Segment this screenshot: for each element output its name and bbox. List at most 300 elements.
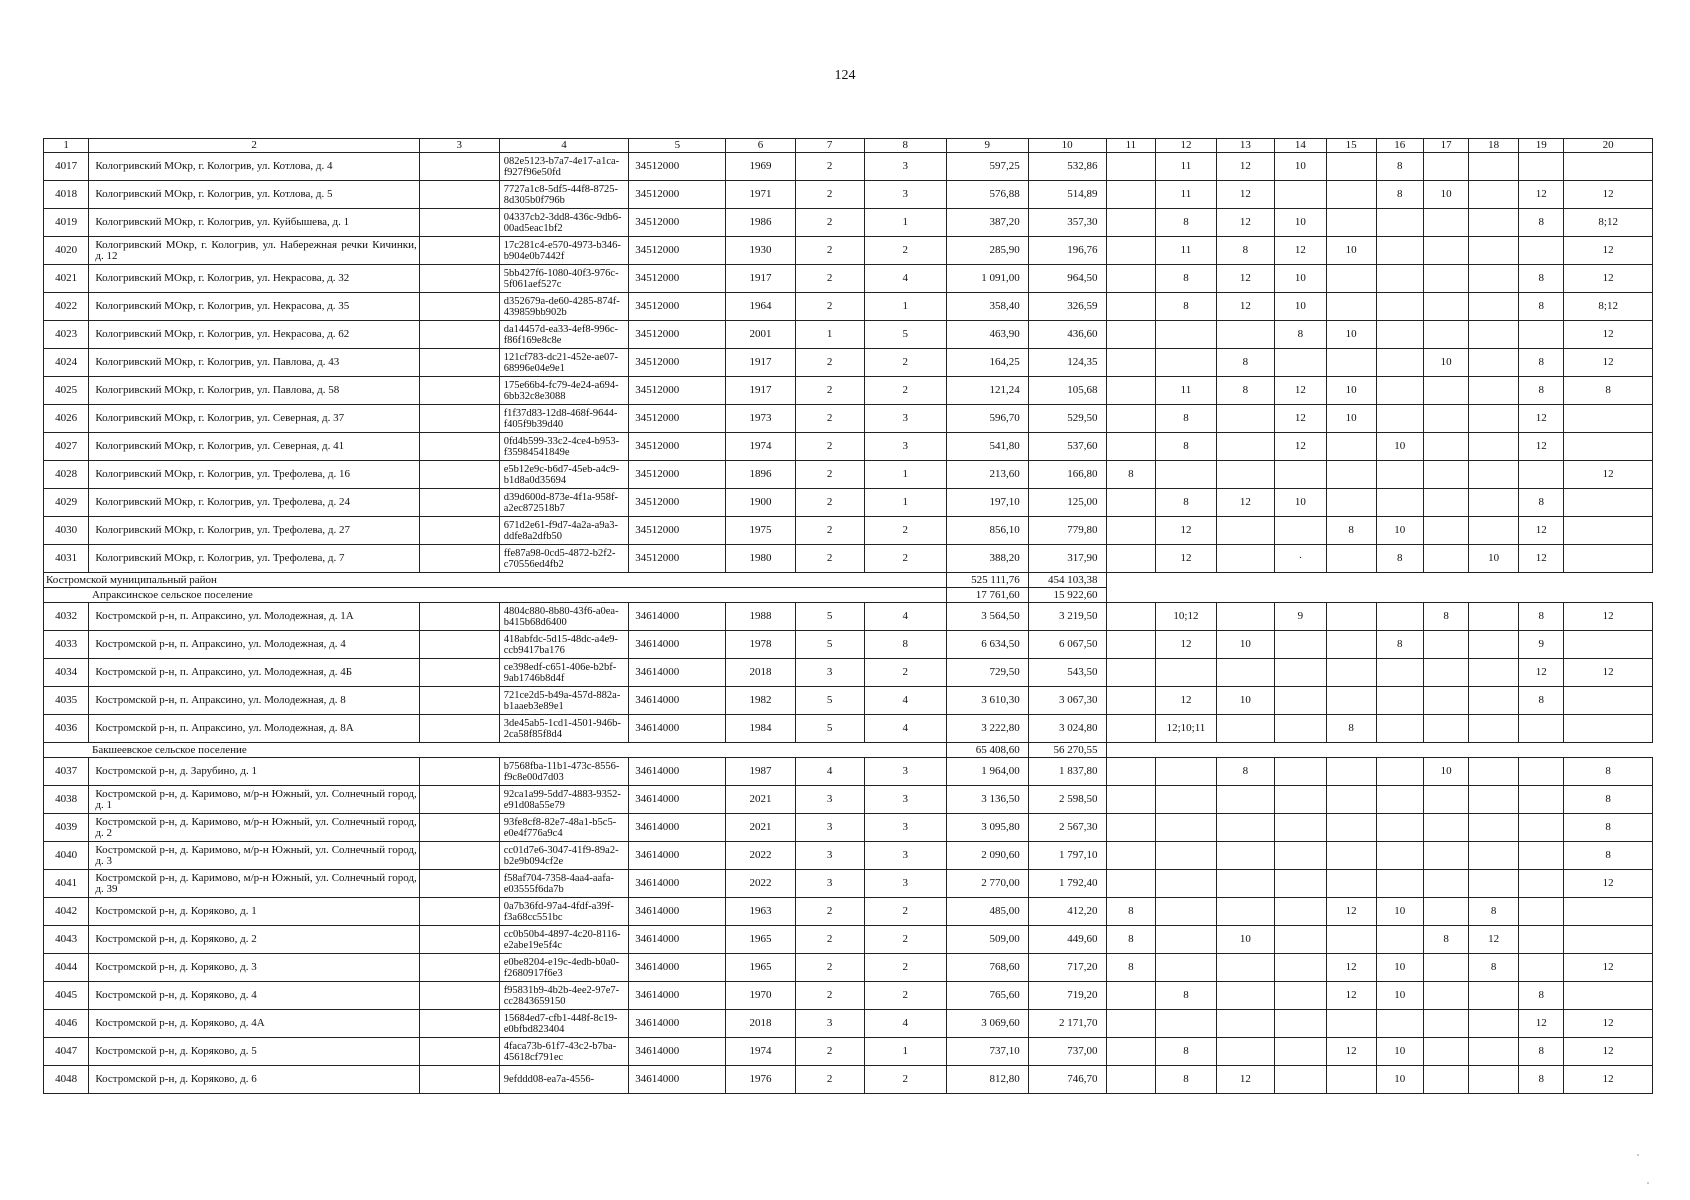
table-cell: 576,88 [946,181,1028,209]
table-cell [1424,715,1469,743]
table-cell [1156,926,1216,954]
table-cell: 2 [795,153,864,181]
register-body [44,139,1653,1094]
table-cell [1275,814,1327,842]
table-cell [1326,1010,1376,1038]
table-cell [419,545,499,573]
table-cell: 10 [1326,405,1376,433]
table-cell [419,758,499,786]
table-cell: 2 [795,517,864,545]
column-number-cell: 4 [499,139,629,153]
table-cell [1106,982,1156,1010]
table-cell: 3 [864,181,946,209]
subtotal-living-area: 454 103,38 [1028,573,1106,588]
table-cell: 34512000 [629,349,726,377]
table-cell: 2 [795,433,864,461]
table-cell [419,1066,499,1094]
table-cell [1275,349,1327,377]
table-cell: 6 067,50 [1028,631,1106,659]
table-cell: 213,60 [946,461,1028,489]
table-cell: 1964 [726,293,795,321]
table-cell: Кологривский МОкр, г. Кологрив, ул. Трефолева, д. 16 [89,461,419,489]
table-cell: 3 [795,659,864,687]
scan-speck [1637,1154,1639,1156]
table-cell: 175e66b4-fc79-4e24-a694-6bb32c8e3088 [499,377,629,405]
table-cell: Костромской р-н, п. Апраксино, ул. Молодежная, д. 8 [89,687,419,715]
table-cell: 387,20 [946,209,1028,237]
table-cell: 34614000 [629,687,726,715]
table-cell [1275,631,1327,659]
table-cell: 4 [795,758,864,786]
table-cell: 12 [1564,237,1653,265]
table-cell [1424,377,1469,405]
table-cell: 12 [1519,181,1564,209]
table-cell [1564,517,1653,545]
table-cell: 9efddd08-ea7a-4556- [499,1066,629,1094]
table-cell: Костромской р-н, д. Каримово, м/р-н Южный, ул. Солнечный город, д. 39 [89,870,419,898]
table-cell [1216,461,1274,489]
table-cell: 10 [1216,926,1274,954]
table-cell: 8 [1564,758,1653,786]
table-cell: 4024 [44,349,89,377]
table-cell: 10 [1275,265,1327,293]
table-cell: 12 [1564,349,1653,377]
table-cell: 8 [1376,545,1424,573]
table-cell: 196,76 [1028,237,1106,265]
table-cell: 105,68 [1028,377,1106,405]
table-cell: 8 [1106,898,1156,926]
table-cell: d39d600d-873e-4f1a-958f-a2ec872518b7 [499,489,629,517]
table-cell: 388,20 [946,545,1028,573]
table-cell: 4028 [44,461,89,489]
table-cell: 12 [1564,1066,1653,1094]
table-cell: 10 [1275,489,1327,517]
table-cell [1326,1066,1376,1094]
table-cell [1469,1010,1519,1038]
table-cell: 2 770,00 [946,870,1028,898]
table-cell [419,293,499,321]
scan-speck [1647,1182,1649,1184]
table-cell [1216,321,1274,349]
register-table [43,138,1653,1094]
table-cell: 3 219,50 [1028,603,1106,631]
table-row [44,265,1653,293]
table-cell: 121,24 [946,377,1028,405]
column-number-cell: 12 [1156,139,1216,153]
table-cell: 2 [864,926,946,954]
table-cell [1156,1010,1216,1038]
table-cell: 2 598,50 [1028,786,1106,814]
table-cell: 8 [1376,181,1424,209]
table-cell: 8 [1564,786,1653,814]
table-cell: 1982 [726,687,795,715]
table-cell: 34614000 [629,659,726,687]
table-cell: 4048 [44,1066,89,1094]
table-cell [1469,715,1519,743]
table-cell [1216,786,1274,814]
table-row [44,659,1653,687]
table-cell: 12 [1275,237,1327,265]
table-cell [1216,814,1274,842]
table-cell: 1 837,80 [1028,758,1106,786]
table-cell: 34512000 [629,461,726,489]
table-cell: 3 [864,405,946,433]
table-cell: 3 [864,758,946,786]
table-cell [1519,842,1564,870]
table-cell [419,349,499,377]
table-cell [1326,265,1376,293]
table-cell: 10 [1275,293,1327,321]
table-cell [1106,153,1156,181]
table-cell: 10 [1424,181,1469,209]
table-cell: 4faca73b-61f7-43c2-b7ba-45618cf791ec [499,1038,629,1066]
table-cell: 12 [1564,1038,1653,1066]
table-cell: 2021 [726,814,795,842]
table-cell: Костромской р-н, д. Коряково, д. 1 [89,898,419,926]
table-cell [1106,814,1156,842]
table-cell: 4 [864,715,946,743]
table-cell [1519,870,1564,898]
table-cell: 10 [1376,433,1424,461]
table-cell: 12 [1216,1066,1274,1094]
table-cell [1326,814,1376,842]
table-cell: 8 [1216,237,1274,265]
table-cell: 8 [1156,293,1216,321]
table-cell: 15684ed7-cfb1-448f-8c19-e0bfbd823404 [499,1010,629,1038]
table-cell: 2 [864,898,946,926]
table-cell: 8 [1216,349,1274,377]
table-cell: Костромской р-н, д. Коряково, д. 5 [89,1038,419,1066]
table-cell: 529,50 [1028,405,1106,433]
table-cell [1469,603,1519,631]
table-cell [1376,461,1424,489]
table-cell: 12 [1519,659,1564,687]
table-cell [1156,954,1216,982]
table-cell [1424,954,1469,982]
table-cell: 2021 [726,786,795,814]
column-number-cell: 7 [795,139,864,153]
table-cell [1376,321,1424,349]
table-cell [1326,433,1376,461]
table-cell: 3 024,80 [1028,715,1106,743]
table-row [44,1066,1653,1094]
table-cell [1156,898,1216,926]
table-cell: 4027 [44,433,89,461]
table-cell: 92ca1a99-5dd7-4883-9352-e91d08a55e79 [499,786,629,814]
table-cell: 5 [795,715,864,743]
table-cell: 2 [795,926,864,954]
table-cell [1326,349,1376,377]
table-cell: 8 [1519,687,1564,715]
table-cell: 719,20 [1028,982,1106,1010]
table-cell: 4037 [44,758,89,786]
table-row [44,715,1653,743]
table-cell [1469,321,1519,349]
table-cell: 2 [864,349,946,377]
table-cell [1469,659,1519,687]
table-cell: 34512000 [629,489,726,517]
table-cell: 2 [795,461,864,489]
table-cell: 10 [1376,517,1424,545]
table-cell: e5b12e9c-b6d7-45eb-a4c9-b1d8a0d35694 [499,461,629,489]
table-cell: 4032 [44,603,89,631]
table-cell [1376,659,1424,687]
table-cell: 2 [795,982,864,1010]
table-cell [1156,870,1216,898]
table-cell: 8 [1519,377,1564,405]
table-cell: 9 [1519,631,1564,659]
table-cell: 4026 [44,405,89,433]
table-cell: 3 [864,870,946,898]
table-cell: 2 [795,293,864,321]
table-cell: Костромской р-н, д. Каримово, м/р-н Южный, ул. Солнечный город, д. 1 [89,786,419,814]
table-cell: 532,86 [1028,153,1106,181]
table-cell: 8 [1519,209,1564,237]
table-row [44,814,1653,842]
table-cell: 3 [795,1010,864,1038]
table-cell [419,237,499,265]
table-cell [1469,870,1519,898]
table-cell: 2018 [726,1010,795,1038]
subtotal-living-area: 15 922,60 [1028,588,1106,603]
table-cell: 166,80 [1028,461,1106,489]
table-cell: 34512000 [629,293,726,321]
table-cell: 4029 [44,489,89,517]
table-cell: 0fd4b599-33c2-4ce4-b953-f35984541849e [499,433,629,461]
table-cell [1376,715,1424,743]
table-cell [1424,405,1469,433]
table-cell: 04337cb2-3dd8-436c-9db6-00ad5eac1bf2 [499,209,629,237]
table-cell [419,603,499,631]
table-cell [1106,842,1156,870]
table-cell: 8 [864,631,946,659]
subtotal-living-area: 56 270,55 [1028,743,1106,758]
column-number-cell: 10 [1028,139,1106,153]
table-cell [1376,814,1424,842]
table-cell: 2 [795,181,864,209]
table-cell: 8 [1564,377,1653,405]
table-cell [1216,1038,1274,1066]
table-cell: 1988 [726,603,795,631]
table-cell: 1917 [726,265,795,293]
table-cell [419,181,499,209]
table-cell [1216,405,1274,433]
table-cell [1564,926,1653,954]
table-cell [1216,545,1274,573]
table-cell: 12 [1156,631,1216,659]
table-cell: 34614000 [629,715,726,743]
table-cell: 12 [1326,954,1376,982]
table-cell [1376,687,1424,715]
table-cell: d352679a-de60-4285-874f-439859bb902b [499,293,629,321]
table-cell: 2001 [726,321,795,349]
table-cell: 4 [864,1010,946,1038]
table-cell: 34614000 [629,758,726,786]
table-cell: 12 [1216,489,1274,517]
table-cell: 3 [795,842,864,870]
table-cell: 11 [1156,237,1216,265]
table-cell [1424,321,1469,349]
table-cell: 4034 [44,659,89,687]
table-cell [1424,461,1469,489]
table-cell: 285,90 [946,237,1028,265]
table-cell [1275,659,1327,687]
table-cell: 4804c880-8b80-43f6-a0ea-b415b68d6400 [499,603,629,631]
table-cell [1106,433,1156,461]
table-cell [1564,545,1653,573]
table-cell: 2022 [726,842,795,870]
table-cell: 10 [1326,377,1376,405]
table-cell [1469,377,1519,405]
table-cell: 4033 [44,631,89,659]
table-cell [1469,842,1519,870]
table-cell [1106,405,1156,433]
table-cell: 3 [795,814,864,842]
column-number-cell: 15 [1326,139,1376,153]
table-cell: Костромской р-н, д. Коряково, д. 2 [89,926,419,954]
column-number-cell: 8 [864,139,946,153]
table-cell: 2 [795,954,864,982]
table-cell [1376,870,1424,898]
table-cell [419,377,499,405]
table-cell [1469,153,1519,181]
table-cell: 5 [795,631,864,659]
table-cell: 8 [1519,1038,1564,1066]
table-cell [1424,1066,1469,1094]
table-cell [1216,715,1274,743]
table-cell: 1 091,00 [946,265,1028,293]
table-cell: 3 564,50 [946,603,1028,631]
table-cell: 2 [795,489,864,517]
subtotal-title: Апраксинское сельское поселение [44,588,947,603]
table-cell [419,489,499,517]
table-cell: 8;12 [1564,209,1653,237]
table-cell [1326,293,1376,321]
table-cell: 4 [864,603,946,631]
table-cell: 1976 [726,1066,795,1094]
table-cell [1376,603,1424,631]
table-cell: 746,70 [1028,1066,1106,1094]
table-cell [1424,237,1469,265]
table-cell: 34614000 [629,842,726,870]
table-cell [1326,209,1376,237]
table-cell [1275,1038,1327,1066]
table-cell: 3 136,50 [946,786,1028,814]
table-cell [1275,1010,1327,1038]
table-cell [1275,181,1327,209]
table-cell: Кологривский МОкр, г. Кологрив, ул. Котлова, д. 4 [89,153,419,181]
table-cell [1376,786,1424,814]
table-cell: 8 [1326,517,1376,545]
table-cell [1469,687,1519,715]
table-cell: 34614000 [629,926,726,954]
table-cell: 8 [1519,982,1564,1010]
table-cell: 812,80 [946,1066,1028,1094]
table-cell: 1917 [726,349,795,377]
table-cell: 357,30 [1028,209,1106,237]
table-cell: 12 [1275,433,1327,461]
table-cell [1216,954,1274,982]
table-row [44,293,1653,321]
table-cell: 10 [1424,758,1469,786]
table-cell [1424,517,1469,545]
table-cell: 125,00 [1028,489,1106,517]
table-cell: 2 090,60 [946,842,1028,870]
table-cell [419,687,499,715]
table-cell: 1973 [726,405,795,433]
table-cell: Кологривский МОкр, г. Кологрив, ул. Трефолева, д. 7 [89,545,419,573]
table-cell: 412,20 [1028,898,1106,926]
table-cell: 34614000 [629,1066,726,1094]
table-cell: Костромской р-н, д. Зарубино, д. 1 [89,758,419,786]
table-cell [1156,842,1216,870]
table-cell: Кологривский МОкр, г. Кологрив, ул. Павлова, д. 43 [89,349,419,377]
table-cell [1106,209,1156,237]
table-cell: 3 069,60 [946,1010,1028,1038]
table-cell: ce398edf-c651-406e-b2bf-9ab1746b8d4f [499,659,629,687]
table-cell: 34512000 [629,545,726,573]
table-cell: 8 [1376,153,1424,181]
table-cell [1469,461,1519,489]
table-cell [1469,293,1519,321]
table-cell [1376,237,1424,265]
table-cell: f58af704-7358-4aa4-aafa-e03555f6da7b [499,870,629,898]
table-cell [1469,786,1519,814]
table-cell: e0be8204-e19c-4edb-b0a0-f2680917f6e3 [499,954,629,982]
table-cell: 121cf783-dc21-452e-ae07-68996e04e9e1 [499,349,629,377]
table-cell: 8 [1216,377,1274,405]
table-cell: 4046 [44,1010,89,1038]
table-cell: 2 [864,237,946,265]
table-cell: 326,59 [1028,293,1106,321]
table-cell [1106,517,1156,545]
column-number-cell: 6 [726,139,795,153]
table-cell: 34512000 [629,265,726,293]
table-cell: 12 [1275,377,1327,405]
column-number-cell: 14 [1275,139,1327,153]
table-cell: 768,60 [946,954,1028,982]
table-cell: 197,10 [946,489,1028,517]
column-number-cell: 2 [89,139,419,153]
subtotal-blank [1106,573,1652,588]
table-cell: 8 [1519,489,1564,517]
table-cell: 34614000 [629,631,726,659]
table-cell: 12 [1564,265,1653,293]
table-cell: 1900 [726,489,795,517]
table-cell: 2 [864,545,946,573]
table-cell [1106,181,1156,209]
table-row [44,209,1653,237]
table-cell [1326,153,1376,181]
table-cell [419,631,499,659]
table-row [44,237,1653,265]
table-cell: 34512000 [629,517,726,545]
table-cell: 10 [1216,687,1274,715]
table-cell: 12 [1156,687,1216,715]
table-cell: 2 [864,1066,946,1094]
table-cell: 1917 [726,377,795,405]
table-cell: 10 [1469,545,1519,573]
table-row [44,870,1653,898]
table-cell: 5 [795,603,864,631]
table-cell [1519,461,1564,489]
table-cell: 1 964,00 [946,758,1028,786]
table-cell [1376,926,1424,954]
table-cell [1216,898,1274,926]
table-cell: 10 [1376,898,1424,926]
table-cell [1564,489,1653,517]
table-cell [1519,153,1564,181]
